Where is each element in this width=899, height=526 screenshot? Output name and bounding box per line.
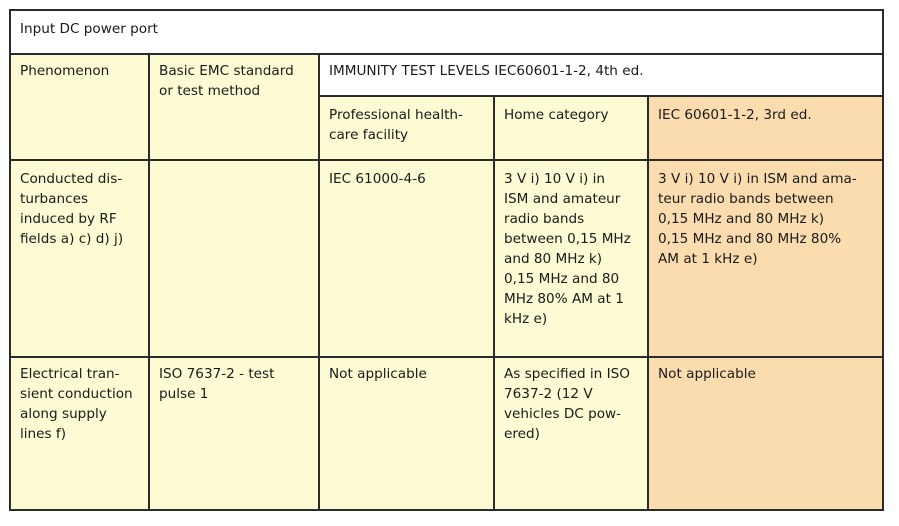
cell-third-edition: Not applicable bbox=[648, 357, 883, 510]
cell-standard bbox=[149, 160, 319, 357]
section-title-cell: Input DC power port bbox=[10, 10, 883, 54]
table-row bbox=[10, 357, 883, 510]
header-home-category: Home category bbox=[494, 96, 648, 160]
cell-standard: ISO 7637-2 - test pulse 1 bbox=[149, 357, 319, 510]
cell-home: As specified in ISO 7637-2 (12 V vehicles DC pow- ered) bbox=[494, 357, 648, 510]
header-professional-healthcare: Professional health- care facility bbox=[319, 96, 494, 160]
immunity-test-table bbox=[9, 9, 884, 511]
header-basic-emc-standard: Basic EMC standard or test method bbox=[149, 54, 319, 160]
header-phenomenon: Phenomenon bbox=[10, 54, 149, 160]
cell-third-edition: 3 V i) 10 V i) in ISM and ama- teur radio bands between 0,15 MHz and 80 MHz k) 0,15 MHz and 80 MHz 80% AM at 1 kHz e) bbox=[648, 160, 883, 357]
header-immunity-test-levels: IMMUNITY TEST LEVELS IEC60601-1-2, 4th ed. bbox=[319, 54, 883, 96]
cell-phenomenon: Electrical tran- sient conduction along supply lines f) bbox=[10, 357, 149, 510]
header-iec-3rd-edition: IEC 60601-1-2, 3rd ed. bbox=[648, 96, 883, 160]
cell-professional: Not applicable bbox=[319, 357, 494, 510]
cell-professional: IEC 61000-4-6 bbox=[319, 160, 494, 357]
cell-home: 3 V i) 10 V i) in ISM and amateur radio bands between 0,15 MHz and 80 MHz k) 0,15 MHz and 80 MHz 80% AM at 1 kHz e) bbox=[494, 160, 648, 357]
table-row bbox=[10, 160, 883, 357]
cell-phenomenon: Conducted dis- turbances induced by RF fields a) c) d) j) bbox=[10, 160, 149, 357]
